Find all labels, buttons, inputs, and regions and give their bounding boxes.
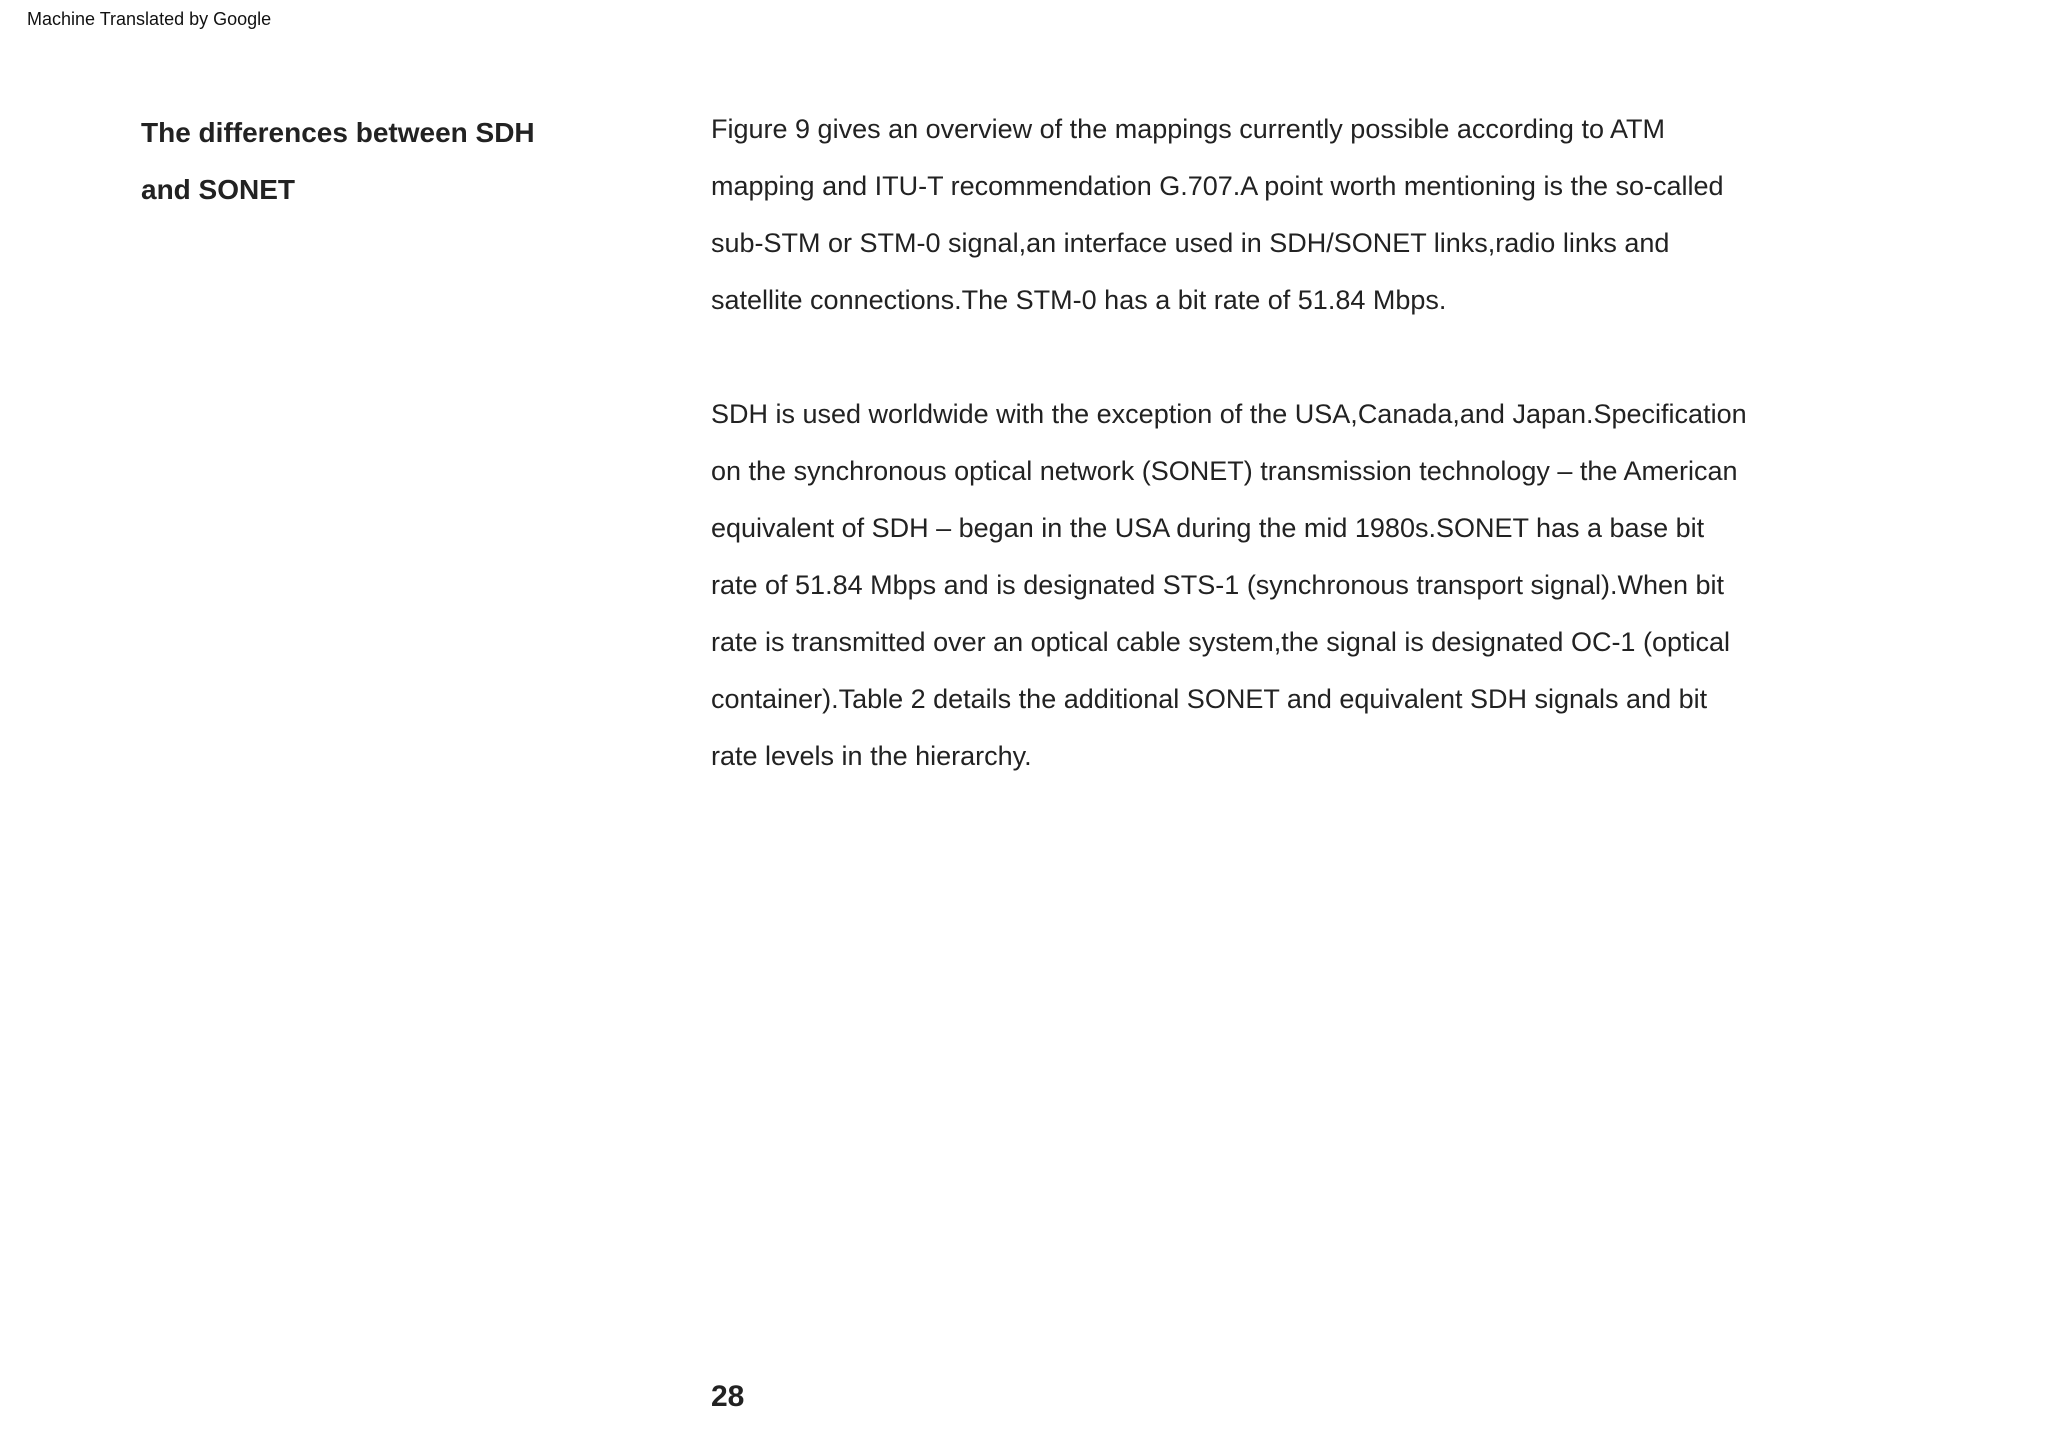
paragraph-line: container).Table 2 details the additional SONET and equivalent SDH signals and bit	[711, 684, 1708, 714]
paragraph-line: Figure 9 gives an overview of the mappings currently possible according to ATM	[711, 114, 1665, 144]
paragraph-line: SDH is used worldwide with the exception of the USA,Canada,and Japan.Specification	[711, 399, 1747, 429]
page-number: 28	[711, 1380, 745, 1413]
paragraph-line: satellite connections.The STM-0 has a bit rate of 51.84 Mbps.	[711, 285, 1447, 315]
paragraph	[711, 101, 1821, 329]
machine-translation-banner: Machine Translated by Google	[27, 9, 272, 29]
body-text-column	[711, 101, 1821, 785]
paragraph-line: rate of 51.84 Mbps and is designated STS-1 (synchronous transport signal).When bit	[711, 570, 1725, 600]
paragraph-line: equivalent of SDH – began in the USA during the mid 1980s.SONET has a base bit	[711, 513, 1705, 543]
section-heading-line: and SONET	[141, 174, 296, 205]
section-heading-line: The differences between SDH	[141, 117, 535, 148]
paragraph-line: rate levels in the hierarchy.	[711, 741, 1032, 771]
paragraph-line: rate is transmitted over an optical cable system,the signal is designated OC-1 (optical	[711, 627, 1730, 657]
paragraph-line: sub-STM or STM-0 signal,an interface used in SDH/SONET links,radio links and	[711, 228, 1670, 258]
paragraph	[711, 386, 1821, 785]
paragraph-spacer	[711, 329, 1821, 386]
section-heading	[141, 104, 641, 218]
paragraph-line: on the synchronous optical network (SONET) transmission technology – the American	[711, 456, 1738, 486]
paragraph-line: mapping and ITU-T recommendation G.707.A point worth mentioning is the so-called	[711, 171, 1724, 201]
